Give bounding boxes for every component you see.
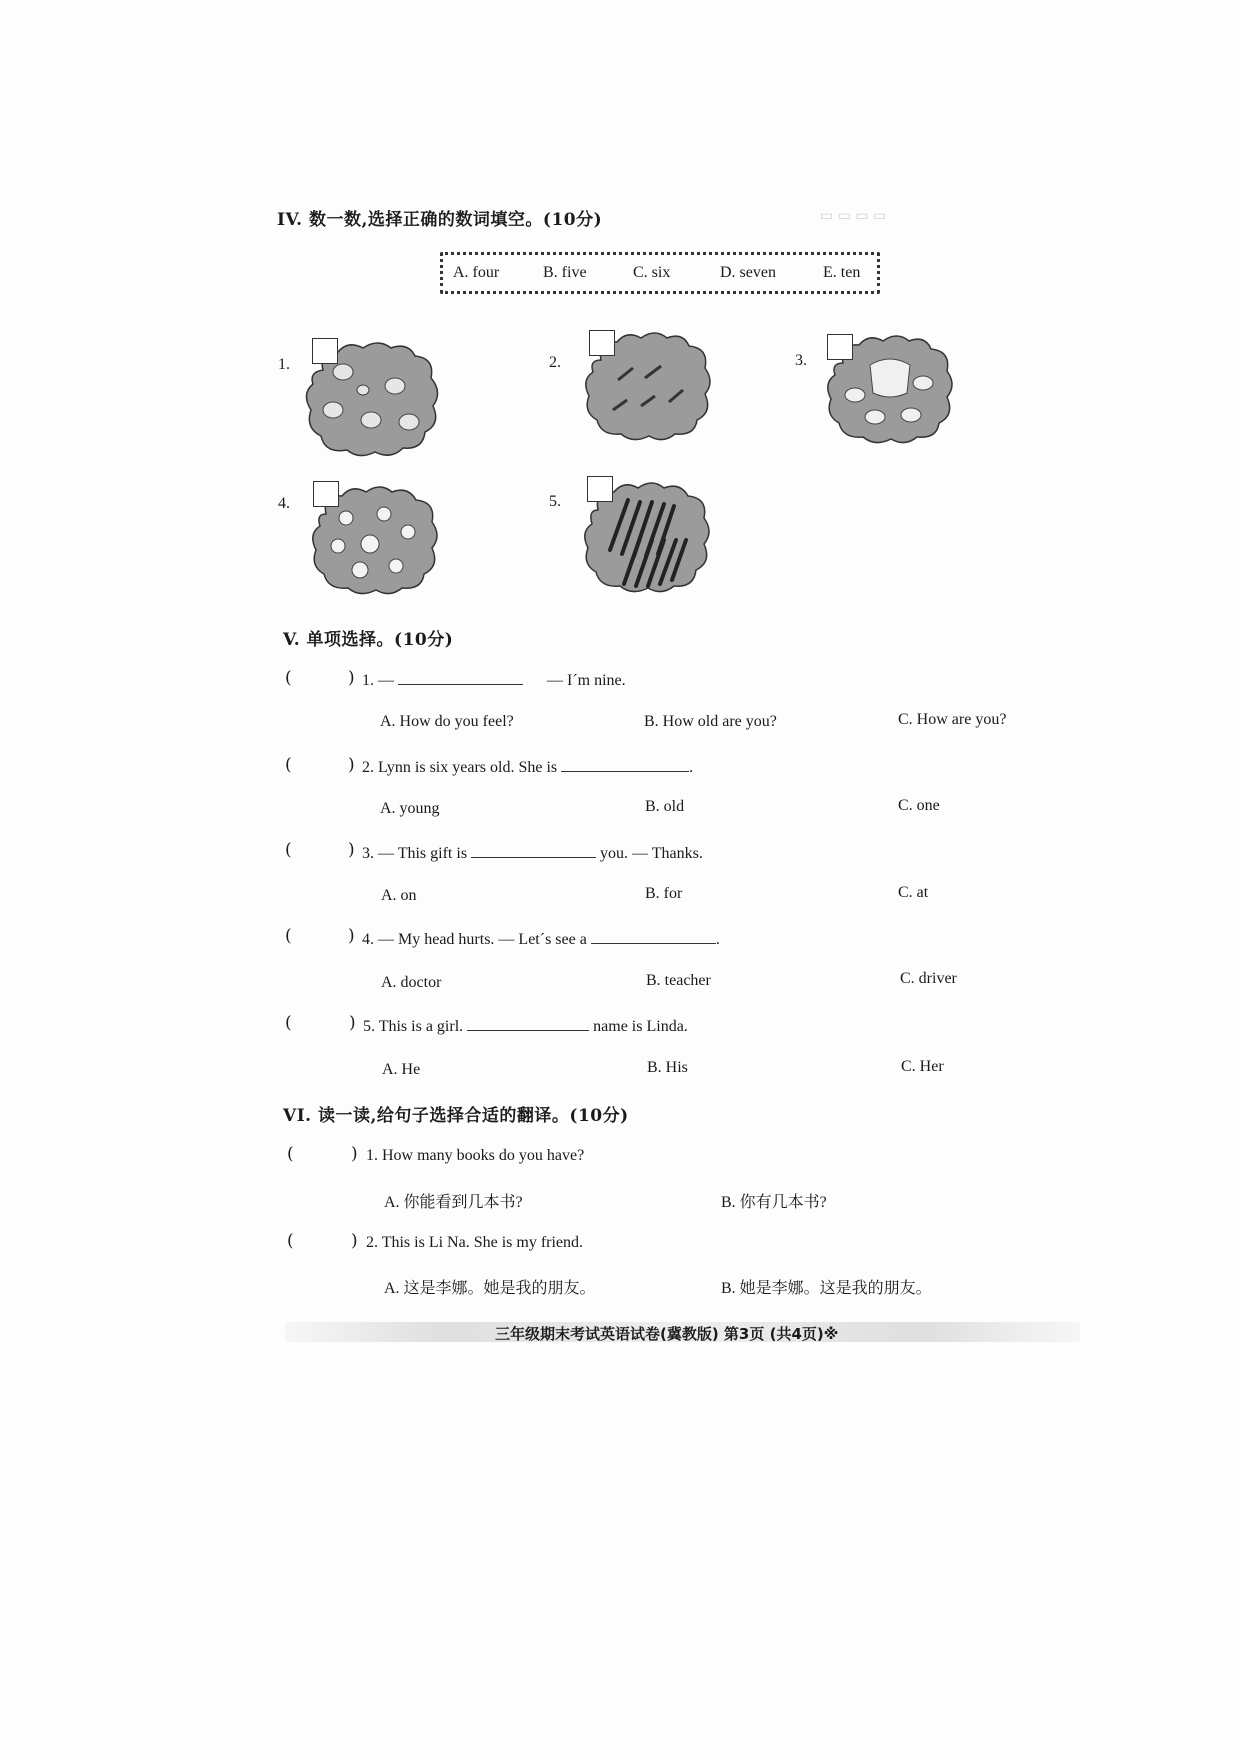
word-option: E. ten (823, 264, 861, 281)
answer-blank[interactable] (471, 843, 596, 858)
option-c: C. one (898, 797, 940, 814)
answer-paren-close[interactable]: ) (348, 755, 355, 775)
answer-paren-close[interactable]: ) (348, 668, 355, 688)
question-stem: 1. — — I´m nine. (362, 672, 626, 689)
answer-paren-open: ( (287, 1144, 294, 1164)
section-5-heading: V. 单项选择。(10分) (283, 630, 454, 650)
answer-paren-open: ( (285, 926, 292, 946)
question-stem: 4. — My head hurts. — Let´s see a . (362, 931, 720, 948)
answer-blank[interactable] (591, 929, 716, 944)
option-b: B. His (647, 1059, 688, 1076)
answer-box[interactable] (312, 338, 338, 364)
question-stem: 5. This is a girl. name is Linda. (363, 1018, 688, 1035)
option-b: B. teacher (646, 972, 711, 989)
item-number: 5. (549, 493, 561, 510)
answer-blank[interactable] (561, 757, 689, 772)
answer-paren-open: ( (285, 840, 292, 860)
option-a: A. 这是李娜。她是我的朋友。 (384, 1280, 596, 1297)
page-footer: 三年级期末考试英语试卷(冀教版) 第3页 (共4页)※ (495, 1325, 839, 1343)
answer-box[interactable] (313, 481, 339, 507)
answer-paren-close[interactable]: ) (349, 1013, 356, 1033)
section-4-heading: IV. 数一数,选择正确的数词填空。(10分) (277, 210, 603, 230)
option-c: C. driver (900, 970, 957, 987)
answer-box[interactable] (827, 334, 853, 360)
question-stem: 3. — This gift is you. — Thanks. (362, 845, 703, 862)
option-c: C. How are you? (898, 711, 1007, 728)
option-c: C. Her (901, 1058, 944, 1075)
option-c: C. at (898, 884, 929, 901)
option-a: A. on (381, 887, 417, 904)
option-a: A. He (382, 1061, 421, 1078)
answer-blank[interactable] (467, 1016, 589, 1031)
question-stem: 2. This is Li Na. She is my friend. (366, 1234, 584, 1251)
option-b: B. How old are you? (644, 713, 777, 730)
word-option: D. seven (720, 264, 776, 281)
option-b: B. old (645, 798, 685, 815)
answer-paren-close[interactable]: ) (351, 1144, 358, 1164)
option-a: A. doctor (381, 974, 442, 991)
option-a: A. How do you feel? (380, 713, 514, 730)
item-number: 1. (278, 356, 290, 373)
question-stem: 2. Lynn is six years old. She is . (362, 759, 694, 776)
answer-paren-close[interactable]: ) (348, 840, 355, 860)
word-option: A. four (453, 264, 500, 281)
word-bank-box (440, 252, 880, 294)
option-a: A. young (380, 800, 440, 817)
option-b: B. 她是李娜。这是我的朋友。 (721, 1280, 932, 1297)
item-number: 3. (795, 352, 807, 369)
answer-paren-close[interactable]: ) (348, 926, 355, 946)
answer-paren-open: ( (285, 755, 292, 775)
word-option: B. five (543, 264, 587, 281)
option-a: A. 你能看到几本书? (384, 1194, 523, 1211)
word-option: C. six (633, 264, 671, 281)
item-number: 2. (549, 354, 561, 371)
item-number: 4. (278, 495, 290, 512)
section-6-heading: VI. 读一读,给句子选择合适的翻译。(10分) (283, 1106, 629, 1126)
answer-paren-open: ( (285, 668, 292, 688)
answer-paren-close[interactable]: ) (351, 1231, 358, 1251)
answer-paren-open: ( (287, 1231, 294, 1251)
bleed-through-text: ▭ ▭ ▭ ▭ (820, 208, 887, 224)
option-b: B. for (645, 885, 683, 902)
question-stem: 1. How many books do you have? (366, 1147, 585, 1164)
answer-box[interactable] (587, 476, 613, 502)
answer-blank[interactable] (398, 670, 523, 685)
answer-box[interactable] (589, 330, 615, 356)
option-b: B. 你有几本书? (721, 1194, 827, 1211)
answer-paren-open: ( (285, 1013, 292, 1033)
